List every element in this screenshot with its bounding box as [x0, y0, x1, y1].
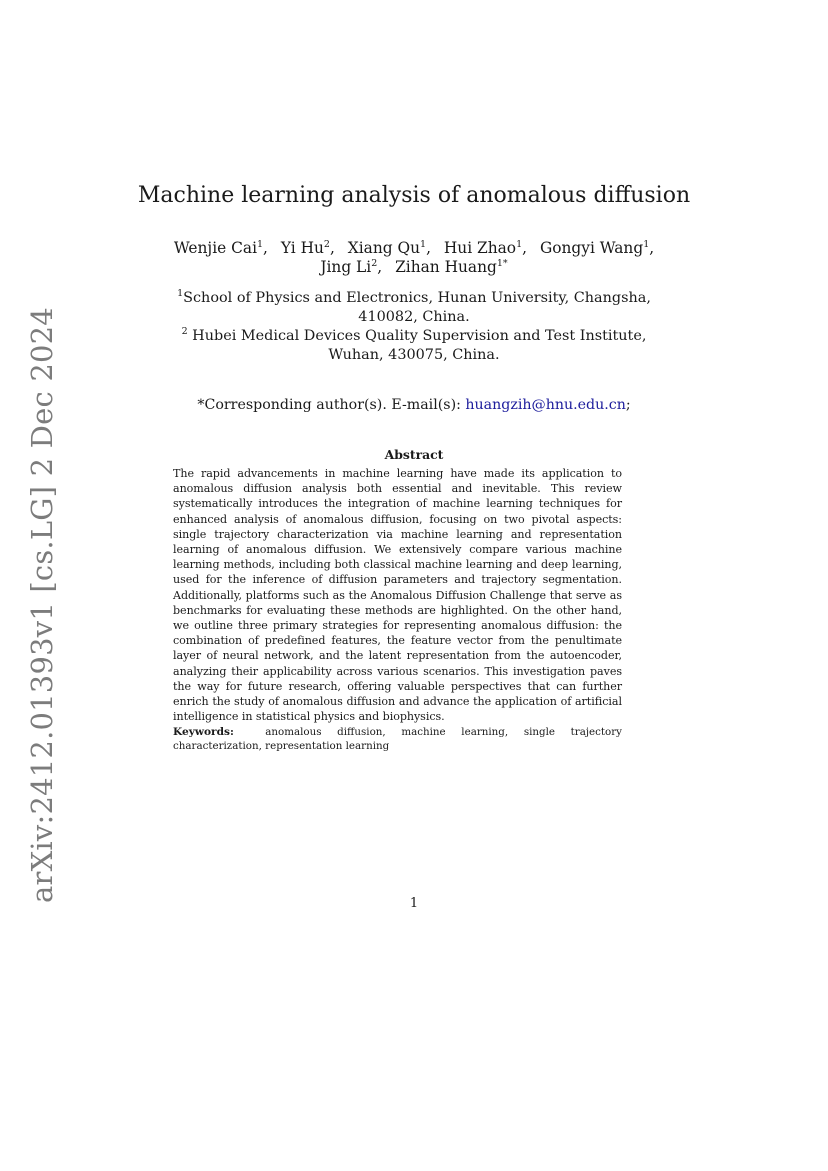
- author-2: Xiang Qu$^1$,: [347, 239, 431, 257]
- author-list: [150, 239, 678, 277]
- author-5: Jing Li$^2$,: [320, 258, 383, 276]
- author-4: Gongyi Wang$^1$,: [539, 239, 655, 257]
- page-number: 1: [409, 896, 419, 911]
- email-link[interactable]: huangzih@hnu.edu.cn: [465, 397, 626, 413]
- affiliation-2: $^2$ Hubei Medical Devices Quality Supervision and Test Institute, Wuhan, 430075, China.: [181, 326, 647, 363]
- keywords-text: anomalous diffusion, machine learning, single trajectory characterization, representation learning: [173, 726, 622, 752]
- keywords: [173, 725, 622, 753]
- author-1: Yi Hu$^2$,: [280, 239, 335, 257]
- abstract-body: The rapid advancements in machine learning have made its application to anomalous diffusion analysis both essential and inevitable. This review systematically introduces the integration of machine learning techniques for enhanced analysis of anomalous diffusion, focusing on two pivotal aspects: single trajectory characterization via machine learning and representation learning of anomalous diffusion. We extensively compare various machine learning methods, including both classical machine learning and deep learning, used for the inference of diffusion parameters and trajectory segmentation. Additionally, platforms such as the Anomalous Diffusion Challenge that serve as benchmarks for evaluating these methods are highlighted. On the other hand, we outline three primary strategies for representing anomalous diffusion: the combination of predefined features, the feature vector from the penultimate layer of neural network, and the latent representation from the autoencoder, analyzing their applicability across various scenarios. This investigation paves the way for future research, offering valuable perspectives that can further enrich the study of anomalous diffusion and advance the application of artificial intelligence in statistical physics and biophysics.: [173, 467, 622, 724]
- keywords-label: Keywords:: [173, 726, 234, 738]
- affiliations: [160, 289, 668, 365]
- corresponding-author: *Corresponding author(s). E-mail(s): huangzih@hnu.edu.cn;: [197, 397, 631, 413]
- arxiv-sidebar-id: arXiv:2412.01393v1 [cs.LG] 2 Dec 2024: [25, 307, 59, 903]
- author-0: Wenjie Cai$^1$,: [173, 239, 268, 257]
- author-3: Hui Zhao$^1$,: [443, 239, 528, 257]
- abstract-heading: Abstract: [384, 447, 444, 462]
- affiliation-1: $^1$School of Physics and Electronics, Hunan University, Changsha, 410082, China.: [177, 288, 651, 325]
- paper-title: Machine learning analysis of anomalous diffusion: [137, 183, 691, 208]
- author-6: Zihan Huang$^{1*}$: [395, 258, 508, 276]
